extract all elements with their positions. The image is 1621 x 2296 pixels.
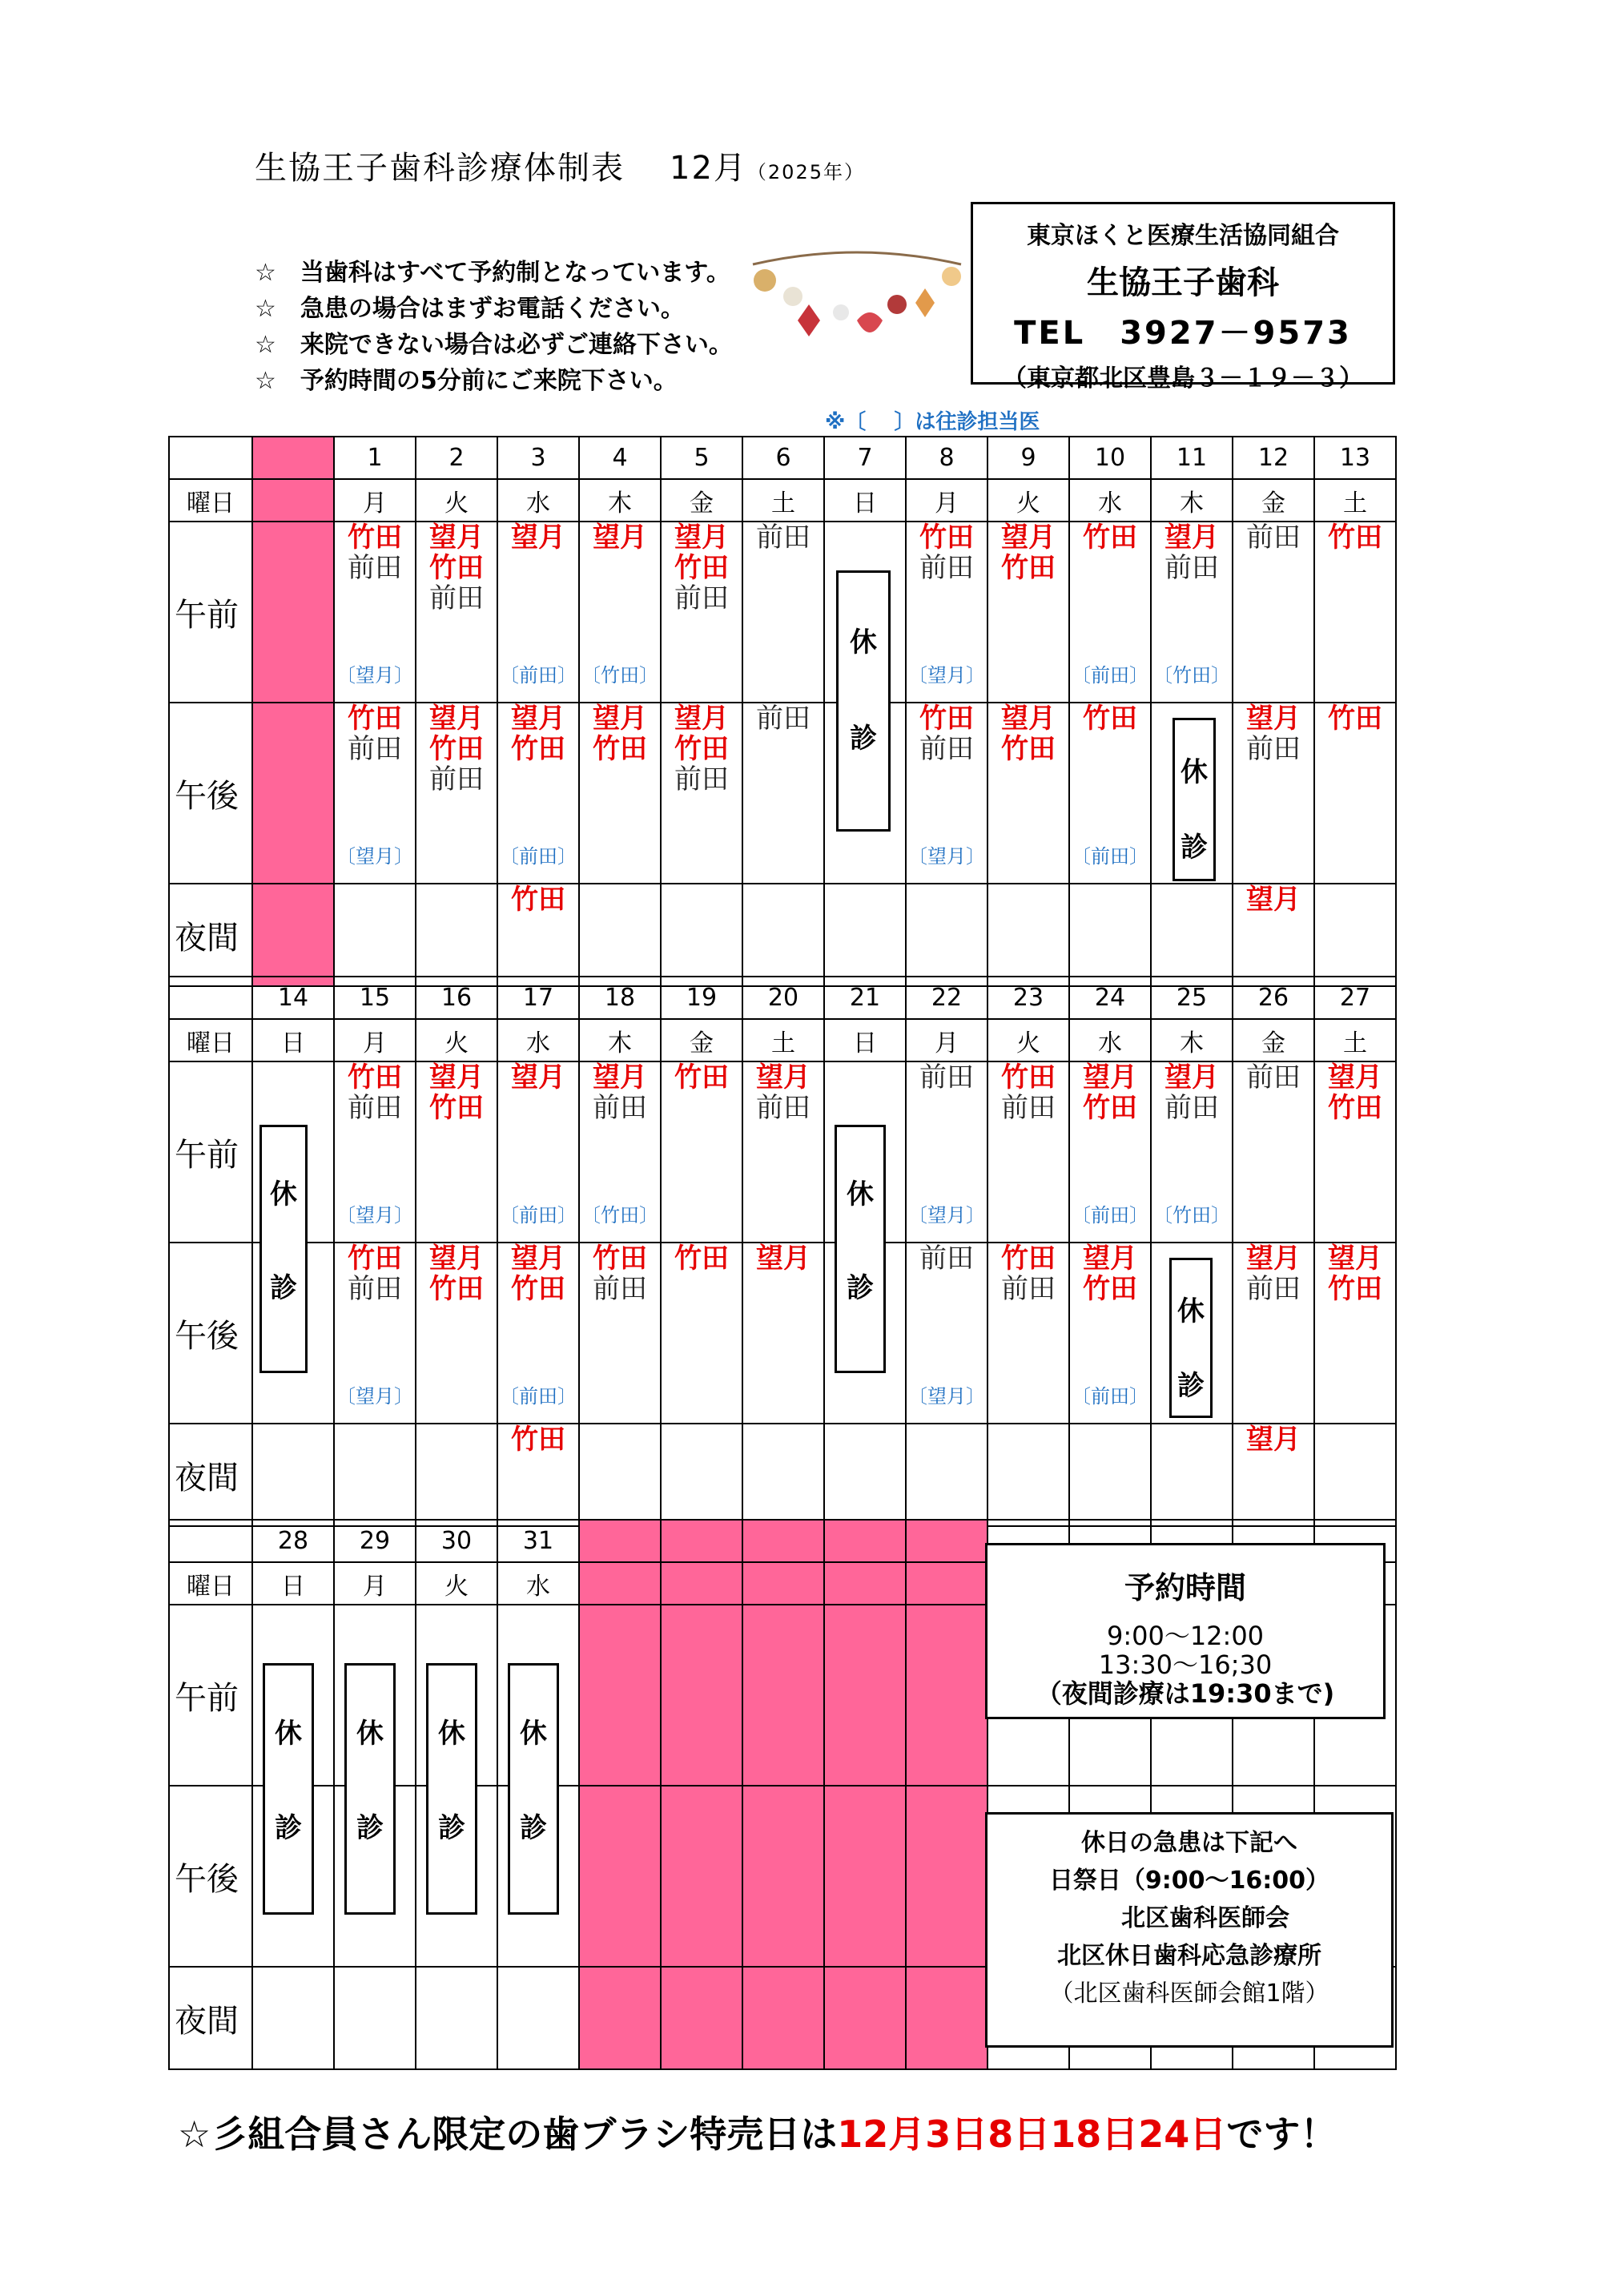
row-label-pm: 午後 [169, 703, 252, 884]
doctor-name: 望月 [756, 1061, 810, 1094]
holiday-emergency-box: 休日の急患は下記へ 日祭日（9:00～16:00） 北区歯科医師会 北区休日歯科応急診療所 （北区歯科医師会館1階） [985, 1812, 1394, 2048]
date-cell: 10 [1069, 437, 1151, 479]
slot-nt [742, 884, 824, 986]
slot-am [1233, 522, 1314, 703]
weekday-cell: 土 [742, 1019, 824, 1061]
date-cell: 7 [824, 437, 906, 479]
slot-nt [1233, 884, 1314, 986]
slot-am [661, 522, 742, 703]
date-cell: 28 [252, 1520, 334, 1562]
doctor-name: 竹田 [919, 522, 974, 554]
weekday-cell: 水 [1069, 1019, 1151, 1061]
row-label-nt: 夜間 [169, 884, 252, 986]
doctor-name: 竹田 [429, 1273, 484, 1305]
weekday-cell: 水 [497, 479, 579, 522]
doctor-name: 前田 [756, 1092, 810, 1124]
slot-am [497, 522, 579, 703]
doctor-name: 竹田 [1083, 1092, 1137, 1124]
doctor-name: 前田 [1001, 1273, 1056, 1305]
doctor-name: 竹田 [429, 552, 484, 584]
slot-nt [906, 884, 987, 986]
slot-am [579, 1061, 661, 1243]
slot-nt [497, 884, 579, 986]
page-title: 生協王子歯科診療体制表 12月（2025年） [255, 150, 865, 187]
slot-am [661, 1061, 742, 1243]
doctor-name: 竹田 [348, 1243, 402, 1275]
weekday-cell: 土 [1314, 479, 1396, 522]
slot-pm [334, 703, 416, 884]
slot-am [1151, 522, 1233, 703]
slot-pm [661, 703, 742, 884]
doctor-name: 前田 [1246, 1061, 1301, 1094]
slot-am [1069, 1061, 1151, 1243]
slot-am [416, 522, 497, 703]
doctor-name: 竹田 [674, 1243, 729, 1275]
weekday-cell: 木 [1151, 1019, 1233, 1061]
slot-nt [416, 884, 497, 986]
weekday-cell: 月 [906, 479, 987, 522]
house-call-doctor: 〔望月〕 [908, 845, 985, 868]
date-cell: 31 [497, 1520, 579, 1562]
house-call-doctor: 〔望月〕 [336, 1204, 413, 1227]
doctor-name: 望月 [511, 522, 565, 554]
closed-day-box: 休 診 [344, 1663, 396, 1915]
doctor-name: 竹田 [1328, 522, 1382, 554]
doctor-name: 竹田 [1083, 703, 1137, 735]
date-cell: 18 [579, 977, 661, 1019]
doctor-name: 望月 [593, 703, 647, 735]
date-cell: 13 [1314, 437, 1396, 479]
date-cell: 25 [1151, 977, 1233, 1019]
slot-am [497, 1061, 579, 1243]
weekday-cell: 水 [1069, 479, 1151, 522]
closed-day-box: 休 診 [426, 1663, 477, 1915]
doctor-name: 竹田 [1083, 522, 1137, 554]
slot-pm [334, 1243, 416, 1424]
slot-nt [1314, 1424, 1396, 1526]
weekday-cell: 日 [252, 1562, 334, 1605]
date-cell: 5 [661, 437, 742, 479]
slot-nt [334, 884, 416, 986]
slot-am [906, 1061, 987, 1243]
slot-am [579, 522, 661, 703]
slot-pm [579, 703, 661, 884]
doctor-name: 望月 [1164, 522, 1219, 554]
toothbrush-sale-notice: ☆彡組合員さん限定の歯ブラシ特売日は12月3日8日18日24日です！ [178, 2113, 1337, 2156]
slot-am [906, 522, 987, 703]
doctor-name: 前田 [1246, 1273, 1301, 1305]
doctor-name: 望月 [511, 703, 565, 735]
slot-nt [1151, 1424, 1233, 1526]
weekday-cell: 月 [906, 1019, 987, 1061]
house-call-legend: ※〔 〕は往診担当医 [825, 410, 1040, 434]
weekday-cell: 日 [824, 479, 906, 522]
house-call-doctor: 〔前田〕 [500, 664, 577, 687]
date-cell: 24 [1069, 977, 1151, 1019]
doctor-name: 前田 [593, 1273, 647, 1305]
row-label-am: 午前 [169, 1061, 252, 1243]
house-call-doctor: 〔前田〕 [1072, 1385, 1148, 1408]
notice-list: ☆ 当歯科はすべて予約制となっています。 ☆ 急患の場合はまずお電話ください。 ☆ 来院できない場合は必ずご連絡下さい。 ☆ 予約時間の5分前にご来院下さい。 [255, 259, 733, 395]
doctor-name: 前田 [1246, 522, 1301, 554]
doctor-name: 竹田 [1001, 552, 1056, 584]
slot-pm [497, 703, 579, 884]
doctor-name: 竹田 [593, 1243, 647, 1275]
weekday-cell: 火 [987, 479, 1069, 522]
slot-am [334, 522, 416, 703]
house-call-doctor: 〔前田〕 [500, 1385, 577, 1408]
weekday-cell: 月 [334, 1562, 416, 1605]
clinic-info-box: 東京ほくと医療生活協同組合 生協王子歯科 TEL 3927－9573 （東京都北区豊島３－１９－３） [971, 202, 1395, 385]
reservation-hours-box: 予約時間 9:00～12:00 13:30～16;30 （夜間診療は19:30まで) [985, 1543, 1386, 1719]
doctor-name: 竹田 [674, 552, 729, 584]
doctor-name: 前田 [1001, 1092, 1056, 1124]
slot-nt [824, 884, 906, 986]
slot-pm [416, 703, 497, 884]
date-cell: 20 [742, 977, 824, 1019]
schedule-week-1 [168, 436, 1397, 987]
closed-day-box: 休 診 [835, 1125, 886, 1373]
date-cell: 30 [416, 1520, 497, 1562]
slot-nt [1069, 884, 1151, 986]
slot-nt [252, 1424, 334, 1526]
doctor-name: 竹田 [429, 1092, 484, 1124]
date-cell: 21 [824, 977, 906, 1019]
doctor-name: 望月 [1246, 884, 1301, 916]
doctor-name: 前田 [919, 1243, 974, 1275]
date-cell: 2 [416, 437, 497, 479]
slot-nt [252, 1967, 334, 2069]
doctor-name: 前田 [348, 1092, 402, 1124]
doctor-name: 望月 [1083, 1061, 1137, 1094]
house-call-doctor: 〔望月〕 [908, 664, 985, 687]
doctor-name: 前田 [919, 552, 974, 584]
doctor-name: 竹田 [511, 1424, 565, 1456]
slot-nt [1069, 1424, 1151, 1526]
house-call-doctor: 〔望月〕 [908, 1385, 985, 1408]
slot-pm [906, 1243, 987, 1424]
house-call-doctor: 〔前田〕 [1072, 845, 1148, 868]
slot-nt [987, 1424, 1069, 1526]
doctor-name: 前田 [1164, 552, 1219, 584]
doctor-name: 竹田 [511, 733, 565, 765]
weekday-cell: 金 [1233, 1019, 1314, 1061]
weekday-cell: 木 [579, 1019, 661, 1061]
slot-nt [497, 1424, 579, 1526]
doctor-name: 望月 [1246, 1243, 1301, 1275]
date-cell: 14 [252, 977, 334, 1019]
doctor-name: 前田 [1164, 1092, 1219, 1124]
row-label-pm: 午後 [169, 1786, 252, 1967]
house-call-doctor: 〔前田〕 [1072, 664, 1148, 687]
slot-pm [742, 703, 824, 884]
doctor-name: 竹田 [1328, 703, 1382, 735]
doctor-name: 竹田 [348, 522, 402, 554]
house-call-doctor: 〔望月〕 [336, 845, 413, 868]
doctor-name: 竹田 [429, 733, 484, 765]
slot-am [987, 522, 1069, 703]
doctor-name: 竹田 [919, 703, 974, 735]
doctor-name: 前田 [348, 733, 402, 765]
date-cell: 4 [579, 437, 661, 479]
doctor-name: 前田 [1246, 733, 1301, 765]
doctor-name: 望月 [511, 1243, 565, 1275]
slot-pm [1314, 1243, 1396, 1424]
doctor-name: 竹田 [1001, 733, 1056, 765]
weekday-cell: 木 [579, 479, 661, 522]
weekday-cell: 金 [661, 479, 742, 522]
doctor-name: 前田 [674, 582, 729, 614]
doctor-name: 竹田 [348, 703, 402, 735]
slot-nt [906, 1424, 987, 1526]
weekday-cell: 火 [987, 1019, 1069, 1061]
row-label-wd: 曜日 [169, 479, 252, 522]
doctor-name: 望月 [756, 1243, 810, 1275]
slot-pm [987, 1243, 1069, 1424]
doctor-name: 望月 [1328, 1061, 1382, 1094]
weekday-cell: 火 [416, 1562, 497, 1605]
weekday-cell: 水 [497, 1562, 579, 1605]
row-label-wd: 曜日 [169, 1562, 252, 1605]
doctor-name: 望月 [674, 522, 729, 554]
slot-am [1069, 522, 1151, 703]
slot-pm [1069, 1243, 1151, 1424]
doctor-name: 竹田 [1328, 1092, 1382, 1124]
doctor-name: 前田 [919, 733, 974, 765]
row-label-am: 午前 [169, 1605, 252, 1786]
row-label-wd: 曜日 [169, 1019, 252, 1061]
date-cell: 23 [987, 977, 1069, 1019]
slot-pm [1233, 1243, 1314, 1424]
closed-day-box: 休 診 [259, 1125, 308, 1373]
doctor-name: 望月 [429, 703, 484, 735]
house-call-doctor: 〔前田〕 [500, 1204, 577, 1227]
weekday-cell: 土 [742, 479, 824, 522]
slot-pm [1314, 703, 1396, 884]
doctor-name: 前田 [348, 1273, 402, 1305]
row-label-nt: 夜間 [169, 1424, 252, 1526]
slot-pm [1233, 703, 1314, 884]
weekday-cell: 日 [824, 1019, 906, 1061]
closed-day-box: 休 診 [1169, 1258, 1213, 1418]
house-call-doctor: 〔竹田〕 [581, 1204, 658, 1227]
house-call-doctor: 〔望月〕 [336, 664, 413, 687]
doctor-name: 望月 [1001, 703, 1056, 735]
doctor-name: 竹田 [1083, 1273, 1137, 1305]
weekday-cell: 金 [1233, 479, 1314, 522]
date-cell: 19 [661, 977, 742, 1019]
date-cell: 11 [1151, 437, 1233, 479]
doctor-name: 竹田 [511, 884, 565, 916]
house-call-doctor: 〔竹田〕 [1153, 664, 1230, 687]
slot-nt [661, 1424, 742, 1526]
slot-am [1151, 1061, 1233, 1243]
doctor-name: 竹田 [511, 1273, 565, 1305]
weekday-cell: 月 [334, 479, 416, 522]
closed-day-box: 休 診 [836, 570, 891, 832]
weekday-cell: 金 [661, 1019, 742, 1061]
date-cell: 26 [1233, 977, 1314, 1019]
date-cell: 22 [906, 977, 987, 1019]
doctor-name: 望月 [1246, 1424, 1301, 1456]
doctor-name: 前田 [756, 522, 810, 554]
slot-pm [497, 1243, 579, 1424]
slot-pm [416, 1243, 497, 1424]
date-cell: 16 [416, 977, 497, 1019]
weekday-cell: 日 [252, 1019, 334, 1061]
doctor-name: 前田 [348, 552, 402, 584]
doctor-name: 望月 [1001, 522, 1056, 554]
house-call-doctor: 〔竹田〕 [1153, 1204, 1230, 1227]
closed-day-box: 休 診 [508, 1663, 559, 1915]
weekday-cell: 月 [334, 1019, 416, 1061]
doctor-name: 前田 [429, 763, 484, 796]
date-cell: 27 [1314, 977, 1396, 1019]
slot-am [987, 1061, 1069, 1243]
weekday-cell: 水 [497, 1019, 579, 1061]
doctor-name: 竹田 [348, 1061, 402, 1094]
slot-nt [334, 1424, 416, 1526]
weekday-cell: 木 [1151, 479, 1233, 522]
closed-day-box: 休 診 [1173, 718, 1216, 881]
slot-nt [416, 1967, 497, 2069]
slot-nt [579, 1424, 661, 1526]
doctor-name: 望月 [674, 703, 729, 735]
doctor-name: 竹田 [1001, 1243, 1056, 1275]
weekday-cell: 火 [416, 479, 497, 522]
slot-am [1233, 1061, 1314, 1243]
date-cell: 12 [1233, 437, 1314, 479]
doctor-name: 前田 [593, 1092, 647, 1124]
closed-day-box: 休 診 [263, 1663, 314, 1915]
doctor-name: 前田 [674, 763, 729, 796]
doctor-name: 前田 [756, 703, 810, 735]
doctor-name: 前田 [429, 582, 484, 614]
slot-pm [987, 703, 1069, 884]
christmas-ornament-garland-icon [745, 232, 969, 369]
slot-nt [1233, 1424, 1314, 1526]
date-cell: 15 [334, 977, 416, 1019]
date-cell: 8 [906, 437, 987, 479]
doctor-name: 望月 [593, 1061, 647, 1094]
doctor-name: 望月 [1328, 1243, 1382, 1275]
doctor-name: 竹田 [1001, 1061, 1056, 1094]
date-cell: 9 [987, 437, 1069, 479]
slot-pm [1069, 703, 1151, 884]
slot-nt [661, 884, 742, 986]
house-call-doctor: 〔望月〕 [336, 1385, 413, 1408]
slot-nt [742, 1424, 824, 1526]
date-cell: 29 [334, 1520, 416, 1562]
doctor-name: 竹田 [674, 733, 729, 765]
slot-nt [416, 1424, 497, 1526]
slot-pm [661, 1243, 742, 1424]
slot-nt [334, 1967, 416, 2069]
date-cell: 1 [334, 437, 416, 479]
doctor-name: 望月 [1164, 1061, 1219, 1094]
slot-nt [497, 1967, 579, 2069]
house-call-doctor: 〔前田〕 [500, 845, 577, 868]
doctor-name: 竹田 [674, 1061, 729, 1094]
slot-am [1314, 1061, 1396, 1243]
weekday-cell: 土 [1314, 1019, 1396, 1061]
doctor-name: 望月 [429, 522, 484, 554]
slot-am [416, 1061, 497, 1243]
row-label-pm: 午後 [169, 1243, 252, 1424]
house-call-doctor: 〔望月〕 [908, 1204, 985, 1227]
doctor-name: 望月 [1246, 703, 1301, 735]
doctor-name: 前田 [919, 1061, 974, 1094]
slot-am [742, 522, 824, 703]
doctor-name: 竹田 [593, 733, 647, 765]
doctor-name: 望月 [429, 1243, 484, 1275]
slot-nt [824, 1424, 906, 1526]
weekday-cell: 火 [416, 1019, 497, 1061]
slot-nt [1314, 884, 1396, 986]
date-cell: 3 [497, 437, 579, 479]
slot-am [1314, 522, 1396, 703]
slot-am [334, 1061, 416, 1243]
slot-pm [906, 703, 987, 884]
slot-pm [742, 1243, 824, 1424]
doctor-name: 望月 [593, 522, 647, 554]
row-label-am: 午前 [169, 522, 252, 703]
doctor-name: 望月 [429, 1061, 484, 1094]
doctor-name: 望月 [511, 1061, 565, 1094]
slot-nt [579, 884, 661, 986]
slot-nt [987, 884, 1069, 986]
date-cell: 17 [497, 977, 579, 1019]
row-label-nt: 夜間 [169, 1967, 252, 2069]
doctor-name: 竹田 [1328, 1273, 1382, 1305]
slot-am [742, 1061, 824, 1243]
doctor-name: 望月 [1083, 1243, 1137, 1275]
house-call-doctor: 〔前田〕 [1072, 1204, 1148, 1227]
slot-pm [579, 1243, 661, 1424]
slot-nt [1151, 884, 1233, 986]
date-cell: 6 [742, 437, 824, 479]
house-call-doctor: 〔竹田〕 [581, 664, 658, 687]
schedule-week-2 [168, 976, 1397, 1527]
